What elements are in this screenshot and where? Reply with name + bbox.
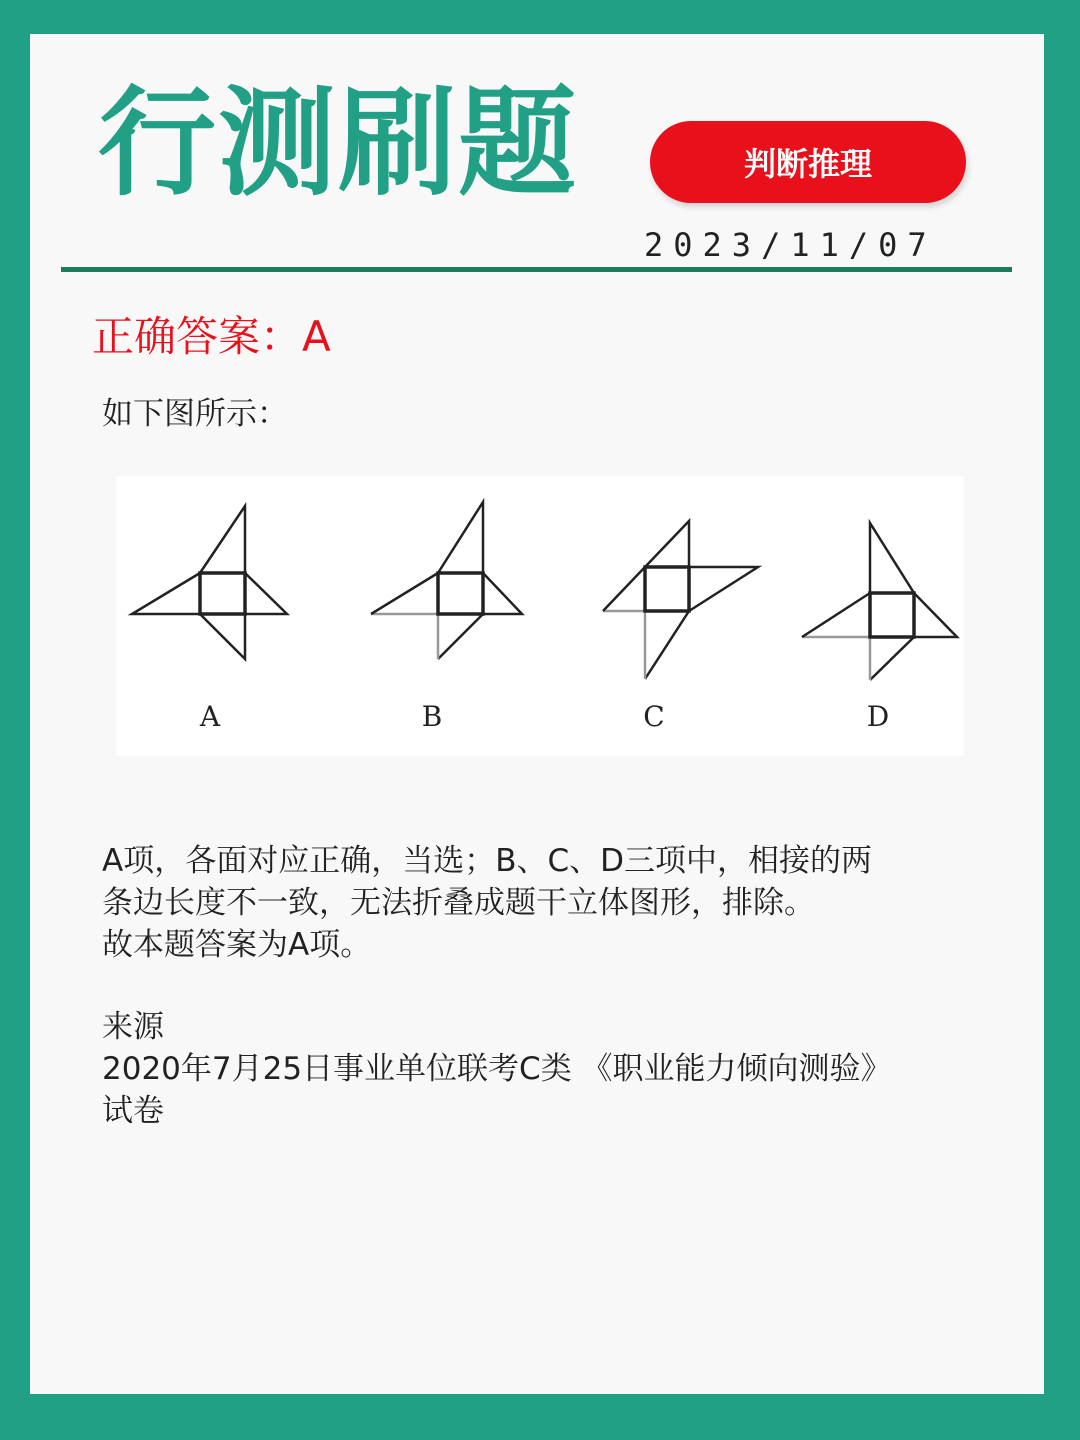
option-label-c: C	[643, 700, 665, 733]
date: 2023/11/07	[644, 226, 937, 264]
divider	[61, 267, 1012, 272]
page-title: 行测刷题	[98, 74, 579, 212]
options-diagram	[116, 476, 964, 756]
option-a-net	[132, 506, 287, 659]
explanation-line: 故本题答案为A项。	[102, 927, 372, 963]
explanation	[102, 840, 982, 966]
explanation-line: A项，各面对应正确，当选；B、C、D三项中，相接的两	[102, 843, 872, 879]
source	[102, 1006, 982, 1132]
option-label-d: D	[866, 700, 890, 733]
source-line: 试卷	[102, 1093, 164, 1129]
intro-text: 如下图所示：	[102, 396, 288, 432]
source-line: 2020年7月25日事业单位联考C类 《职业能力倾向测验》	[102, 1051, 892, 1087]
source-label: 来源	[102, 1009, 164, 1045]
correct-answer: 正确答案：A	[92, 312, 331, 361]
category-badge: 判断推理	[650, 121, 966, 203]
option-b-net	[371, 502, 522, 659]
option-label-b: B	[421, 700, 443, 733]
option-c-net	[603, 521, 758, 679]
card	[30, 34, 1044, 1394]
option-d-net	[802, 523, 957, 680]
options-figure	[116, 476, 964, 756]
option-label-a: A	[199, 700, 221, 733]
explanation-line: 条边长度不一致，无法折叠成题干立体图形，排除。	[102, 885, 815, 921]
